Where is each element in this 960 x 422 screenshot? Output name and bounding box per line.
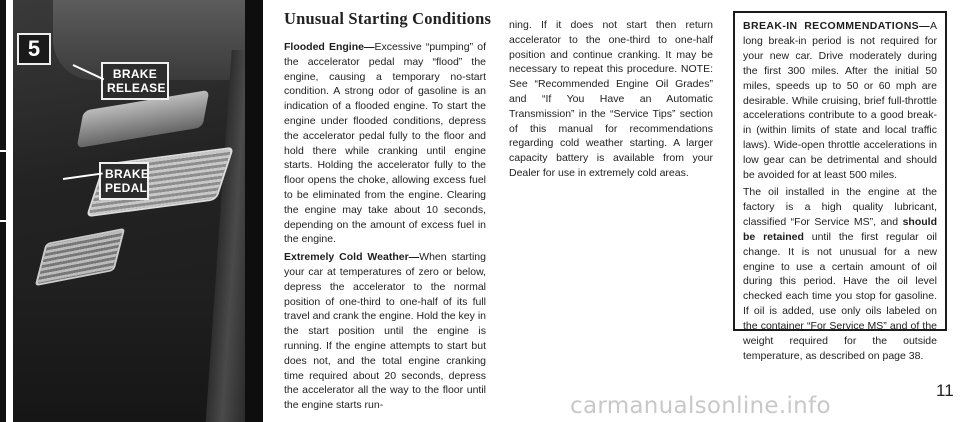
break-in-box xyxy=(733,11,947,362)
edge-mark xyxy=(0,220,6,222)
text-column-2 xyxy=(509,18,713,184)
break-in-emphasis: should be retained xyxy=(743,215,937,243)
break-in-paragraph-1 xyxy=(743,19,937,183)
text-column-1 xyxy=(284,40,486,416)
paragraph-cold-weather-cont: ning. If it does not start then return accelerator to the one-third to one-half position and continue cranking. It may be necessary to repeat this procedure. NOTE: See “Recommended Engine Oil Grades” and “If You Have an Automatic Transmission” in the “Service Tips” section of this manual for recommendations regarding cold weather starting. A larger capacity battery is available from your Dealer for use in extremely cold areas. xyxy=(509,19,713,179)
section-title: Unusual Starting Conditions xyxy=(284,9,492,28)
paragraph-cold-weather xyxy=(284,250,486,413)
callout-brake-pedal: BRAKE PEDAL xyxy=(99,162,149,200)
edge-mark xyxy=(0,150,6,152)
page-edge-bar xyxy=(0,0,6,422)
text-flooded-engine: Excessive “pumping” of the accelerator pedal may “flood” the engine, causing a temporary no-start condition. A strong odor of gasoline is an indication of a flooded engine. To start the engine under flooded conditions, depress the accelerator pedal fully to the floor and hold there while cranking until engine starts. Holding the accelerator fully to the floor opens the choke, allowing excess fuel to be eliminated from the engine. Clearing the engine may take about 10 seconds, depending on the amount of excess fuel in the engine. xyxy=(284,41,486,246)
watermark: carmanualsonline.info xyxy=(570,393,831,419)
break-in-paragraph-2 xyxy=(743,185,937,364)
pedal-photo xyxy=(13,0,263,422)
text-cold-weather: When starting your car at temperatures of zero or below, depress the accelerator to the normal position of one-third to one-half of its full travel and crank the engine. Hold the key in the start position until the engine is running. If the engine attempts to start but does not, and the total engine cranking time required about 20 seconds, depress the accelerator all the way to the floor until the engine starts run- xyxy=(284,251,486,412)
photo-accelerator-pedal xyxy=(35,228,125,286)
photo-pillar xyxy=(245,0,263,422)
callout-brake-release: BRAKE RELEASE xyxy=(101,62,169,100)
lead-flooded-engine: Flooded Engine— xyxy=(284,41,375,53)
callout-arrow-pedal xyxy=(63,172,103,180)
break-in-text-2a: The oil installed in the engine at the factory is a high quality lubricant, classified “For Service MS”, and xyxy=(743,185,937,228)
paragraph-flooded-engine xyxy=(284,40,486,247)
break-in-title: BREAK-IN RECOMMENDATIONS— xyxy=(743,20,930,32)
figure-number-badge: 5 xyxy=(17,33,51,65)
break-in-text-2b: until the first regular oil change. It is not unusual for a new engine to use a certain amount of oil during this period. Have the oil level checked each time you stop for gasoline. If oil is added, use only oils labeled on the container “For Service MS” and of the weight required for the outside temperature, as described on page 38. xyxy=(743,230,937,362)
page-number: 11 xyxy=(936,381,954,400)
lead-cold-weather: Extremely Cold Weather— xyxy=(284,251,420,264)
break-in-text-1: A long break-in period is not required for your new car. Drive moderately during the first 300 miles. After the initial 50 miles, speeds up to 50 or 60 mph are desirable. While cruising, brief full-throttle accelerations contribute to a good break-in (within limits of state and local traffic laws). Wide-open throttle accelerations in low gear can be detrimental and should be avoided for at least 500 miles. xyxy=(743,20,937,182)
